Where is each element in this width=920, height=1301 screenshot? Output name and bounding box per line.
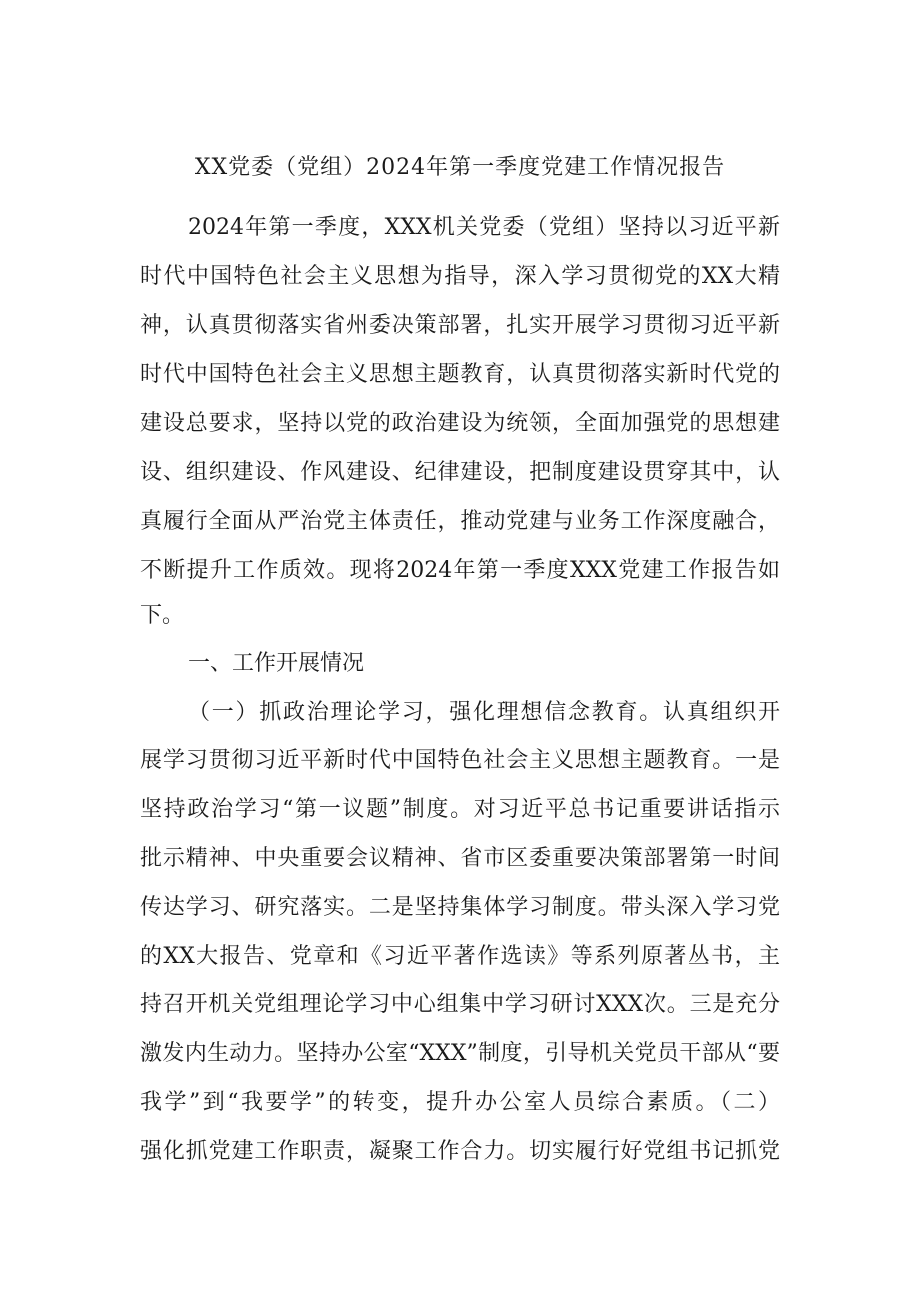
section1-line: 批示精神、中央重要会议精神、省市区委重要决策部署第一时间	[140, 846, 780, 871]
section1-line: 传达学习、研究落实。二是坚持集体学习制度。带头深入学习党	[140, 895, 780, 920]
intro-line: 设、组织建设、作风建设、纪律建设，把制度建设贯穿其中，认	[140, 460, 780, 485]
intro-line: 时代中国特色社会主义思想为指导，深入学习贯彻党的XX大精	[140, 264, 780, 289]
section1-line: 我学”到“我要学”的转变，提升办公室人员综合素质。（二）	[140, 1090, 780, 1115]
intro-line: 建设总要求，坚持以党的政治建设为统领，全面加强党的思想建	[140, 411, 780, 436]
document-title: XX党委（党组）2024年第一季度党建工作情况报告	[194, 155, 726, 180]
section1-line: 强化抓党建工作职责，凝聚工作合力。切实履行好党组书记抓党	[140, 1139, 780, 1164]
section1-line: 持召开机关党组理论学习中心组集中学习研讨XXX次。三是充分	[140, 992, 780, 1017]
section1-line: 展学习贯彻习近平新时代中国特色社会主义思想主题教育。一是	[140, 748, 780, 773]
intro-line: 2024年第一季度，XXX机关党委（党组）坚持以习近平新	[188, 215, 780, 240]
section1-line: 的XX大报告、党章和《习近平著作选读》等系列原著丛书，主	[140, 944, 780, 969]
intro-line: 下。	[140, 603, 185, 628]
intro-line: 神，认真贯彻落实省州委决策部署，扎实开展学习贯彻习近平新	[140, 313, 780, 338]
intro-line: 真履行全面从严治党主体责任，推动党建与业务工作深度融合，	[140, 509, 780, 534]
section1-line: 坚持政治学习“第一议题”制度。对习近平总书记重要讲话指示	[140, 797, 780, 822]
section1-line: （一）抓政治理论学习，强化理想信念教育。认真组织开	[188, 700, 780, 725]
section-heading: 一、工作开展情况	[188, 651, 365, 676]
section1-line: 激发内生动力。坚持办公室“XXX”制度，引导机关党员干部从“要	[140, 1041, 780, 1066]
intro-line: 不断提升工作质效。现将2024年第一季度XXX党建工作报告如	[140, 558, 780, 583]
intro-line: 时代中国特色社会主义思想主题教育，认真贯彻落实新时代党的	[140, 362, 780, 387]
